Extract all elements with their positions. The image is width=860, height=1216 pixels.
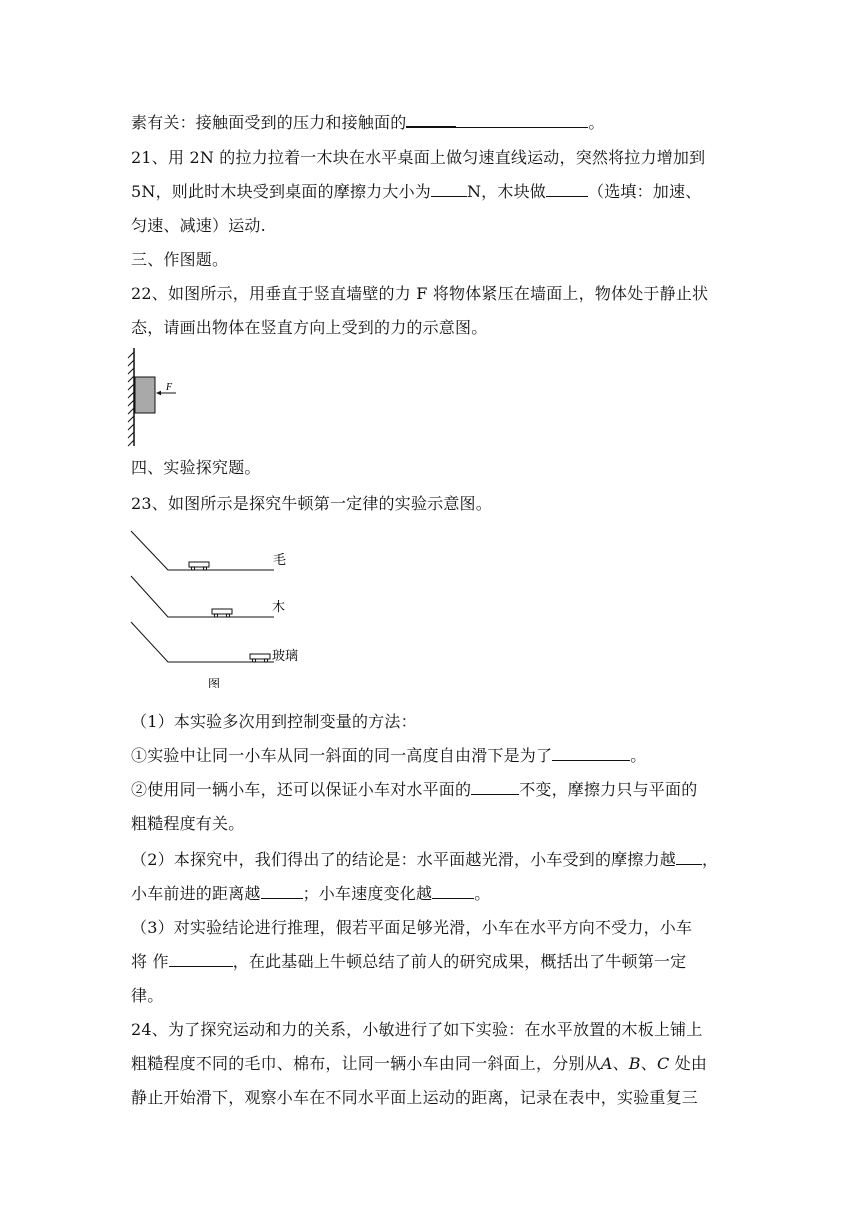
text: 匀速、减速）运动.: [131, 216, 266, 235]
question-22-line-1: [131, 284, 731, 304]
text: 静止开始滑下，观察小车在不同水平面上运动的距离，记录在表中，实验重复三: [131, 1088, 699, 1107]
text: 不变，摩擦力只与平面的: [519, 780, 698, 799]
point-a-label: A: [600, 1054, 613, 1073]
cart-1: [189, 562, 209, 570]
section-heading-4: [131, 458, 731, 478]
text: ①实验中让同一小车从同一斜面的同一高度自由滑下是为了: [131, 746, 553, 765]
text: 处由: [669, 1054, 708, 1073]
text: ，在此基础上牛顿总结了前人的研究成果，概括出了牛顿第一定: [232, 952, 687, 971]
section-heading-3: [131, 250, 731, 270]
answer-blank: [261, 884, 303, 899]
part-2-line-1: [131, 850, 731, 870]
force-label: F: [166, 382, 173, 393]
part-1-heading: [131, 712, 731, 732]
question-23-line: [131, 494, 731, 514]
answer-blank: [546, 182, 588, 197]
text: N，木块做: [466, 182, 546, 201]
text: 粗糙程度不同的毛巾、棉布，让同一辆小车由同一斜面上，分别从: [131, 1054, 601, 1073]
part-2-line-2: [131, 884, 731, 904]
text: 24、为了探究运动和力的关系，小敏进行了如下实验：在水平放置的木板上铺上: [131, 1020, 703, 1039]
part-3-line-2: [131, 952, 731, 972]
question-24-line-1: [131, 1020, 731, 1040]
text: 22、如图所示，用垂直于竖直墙壁的力 F 将物体紧压在墙面上，物体处于静止状: [131, 284, 709, 303]
answer-blank: [432, 884, 474, 899]
answer-blank: [431, 182, 467, 197]
cart-2: [212, 609, 232, 617]
label-wood: 木: [272, 599, 286, 614]
text: 。: [588, 113, 605, 132]
text: ，: [701, 850, 719, 869]
question-21-line-3: [131, 216, 731, 236]
text: 。: [630, 746, 647, 765]
text: 。: [474, 884, 491, 903]
point-b-label: B: [628, 1054, 641, 1073]
part-3-line-3: [131, 986, 731, 1006]
text: 律。: [131, 986, 164, 1005]
newton-first-law-figure: [126, 526, 316, 688]
answer-blank: [471, 780, 519, 795]
text: 小车前进的距离越: [131, 884, 261, 903]
answer-blank: [456, 113, 588, 128]
question-21-line-2: [131, 182, 731, 202]
label-towel: 毛: [273, 552, 287, 567]
text: 5N，则此时木块受到桌面的摩擦力大小为: [131, 182, 431, 201]
question-21-line-1: [131, 148, 731, 168]
part-1b: [131, 780, 731, 800]
part-3-line-1: [131, 918, 731, 938]
text: ；小车速度变化越: [302, 884, 433, 903]
text-line-1: [131, 112, 731, 133]
wall-block-figure: [124, 346, 184, 448]
question-24-line-2: [131, 1054, 731, 1074]
cart-3: [250, 654, 270, 662]
text: 素有关：接触面受到的压力和接触面的: [131, 113, 407, 132]
block: [135, 377, 155, 413]
text: 三、作图题。: [131, 250, 229, 269]
text: （2）本探究中，我们得出了的结论是：水平面越光滑，小车受到的摩擦力越: [131, 850, 676, 869]
text: 21、用 2N 的拉力拉着一木块在水平桌面上做匀速直线运动，突然将拉力增加到: [131, 148, 706, 167]
text: 将 作: [131, 952, 169, 971]
text: 态，请画出物体在竖直方向上受到的力的示意图。: [131, 318, 488, 337]
answer-blank: [406, 112, 456, 128]
ramp-wood: [131, 576, 274, 617]
text: 、: [612, 1054, 629, 1073]
text: （3）对实验结论进行推理，假若平面足够光滑，小车在水平方向不受力，小车: [131, 918, 693, 937]
figure-caption: 图: [208, 677, 221, 688]
text: 、: [640, 1054, 657, 1073]
text: 四、实验探究题。: [131, 458, 261, 477]
text: （选填：加速、: [588, 182, 702, 201]
question-22-line-2: [131, 318, 731, 338]
part-1c: [131, 814, 731, 834]
part-1a: [131, 746, 731, 766]
text: （1）本实验多次用到控制变量的方法：: [131, 712, 417, 731]
answer-blank: [552, 746, 630, 761]
question-24-line-3: [131, 1088, 731, 1108]
text: 粗糙程度有关。: [131, 814, 245, 833]
wall: [128, 348, 134, 446]
point-c-label: C: [656, 1054, 670, 1073]
label-glass: 玻璃: [272, 648, 299, 663]
answer-blank: [169, 952, 233, 967]
text: ②使用同一辆小车，还可以保证小车对水平面的: [131, 780, 472, 799]
answer-blank: [676, 850, 702, 865]
text: 23、如图所示是探究牛顿第一定律的实验示意图。: [131, 494, 492, 513]
